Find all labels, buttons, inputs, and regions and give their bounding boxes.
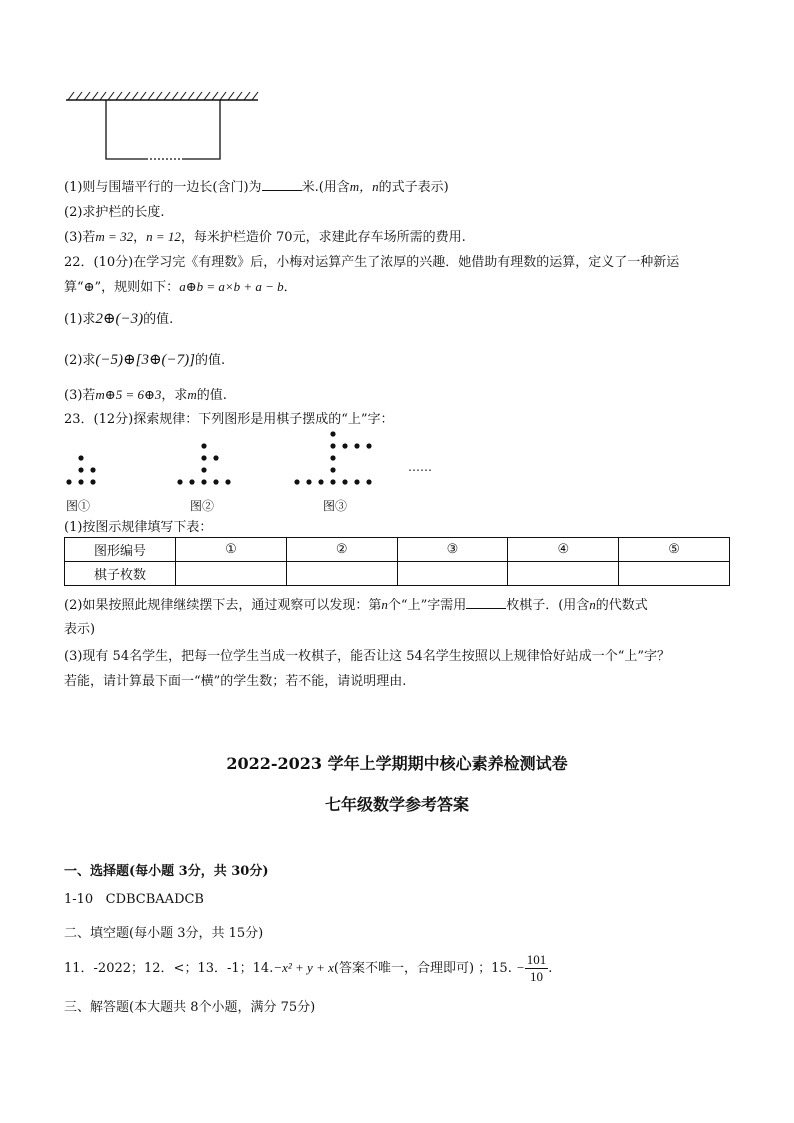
table-col-5: ⑤: [619, 538, 730, 562]
q23-part2-line2: 表示): [64, 622, 96, 637]
q22-part2: (2)求(−5)⊕[3⊕(−7)]的值.: [64, 352, 226, 368]
q22-intro-line1: 22．(10分)在学习完《有理数》后，小梅对运算产生了浓厚的兴趣．她借助有理数的运算，定义了一种新运: [64, 255, 680, 270]
table-header-count: 棋子枚数: [65, 562, 176, 586]
q22-part1: (1)求2⊕(−3)的值.: [64, 311, 174, 327]
q21-part2: (2)求护栏的长度.: [64, 205, 165, 220]
piece-dot: [201, 443, 206, 448]
pattern-table: [64, 537, 730, 586]
fence-diagram: [62, 88, 262, 164]
answer-key-title: 2022-2023 学年上学期期中核心素养检测试卷: [226, 754, 568, 773]
piece-dot: [306, 479, 311, 484]
piece-dot: [225, 479, 230, 484]
piece-dot: [330, 467, 335, 472]
piece-dot: [294, 479, 299, 484]
piece-dot: [213, 479, 218, 484]
table-cell-answer[interactable]: [619, 562, 730, 586]
q23-part2: (2)如果按照此规律继续摆下去，通过观察可以发现：第n个“上”字需用 枚棋子．(用含n的代数式: [64, 597, 648, 613]
table-header-figure: 图形编号: [65, 538, 176, 562]
piece-dot: [354, 479, 359, 484]
piece-dot: [177, 479, 182, 484]
piece-dot: [189, 479, 194, 484]
piece-dot: [201, 455, 206, 460]
piece-dot: [90, 479, 95, 484]
section-solve-heading: 三、解答题(本大题共 8个小题，满分 75分): [64, 1000, 316, 1015]
answer-blank[interactable]: [466, 596, 506, 609]
q21-part3: (3)若m = 32，n = 12，每米护栏造价 70元，求建此存车场所需的费用.: [64, 229, 466, 245]
table-col-1: ①: [176, 538, 287, 562]
piece-dot: [78, 479, 83, 484]
q23-intro: 23．(12分)探索规律：下列图形是用棋子摆成的“上”字：: [64, 412, 394, 427]
table-cell-answer[interactable]: [508, 562, 619, 586]
table-row: [65, 538, 730, 562]
piece-dot: [78, 455, 83, 460]
piece-dot: [330, 479, 335, 484]
piece-dot: [330, 431, 335, 436]
section-choice-heading: 一、选择题(每小题 3分，共 30分): [64, 864, 269, 879]
piece-dot: [318, 479, 323, 484]
piece-dot: [78, 467, 83, 472]
q23-part3-line1: (3)现有 54名学生，把每一位学生当成一枚棋子，能否让这 54名学生按照以上规律恰好站成一个“上”字？: [64, 649, 671, 664]
answer-blank[interactable]: [262, 178, 302, 191]
piece-dot: [366, 479, 371, 484]
figure-label-1: 图①: [66, 499, 91, 513]
table-cell-answer[interactable]: [176, 562, 287, 586]
piece-dot: [342, 443, 347, 448]
piece-dot: [213, 455, 218, 460]
piece-dot: [330, 443, 335, 448]
q22-part3: (3)若m⊕5 = 6⊕3，求m的值.: [64, 387, 227, 403]
piece-dot: [330, 455, 335, 460]
ellipsis: ……: [408, 460, 432, 474]
table-cell-answer[interactable]: [286, 562, 397, 586]
answer-key-subtitle: 七年级数学参考答案: [324, 795, 469, 814]
piece-dot: [66, 479, 71, 484]
q23-part1: (1)按图示规律填写下表：: [64, 520, 213, 535]
q21-part1: (1)则与围墙平行的一边长(含门)为 米.(用含m，n的式子表示): [64, 179, 449, 195]
fraction: $\frac{101}{10}$: [526, 952, 547, 984]
q23-part3-line2: 若能，请计算最下面一“横”的学生数；若不能，请说明理由.: [64, 674, 407, 689]
table-row: [65, 562, 730, 586]
table-col-4: ④: [508, 538, 619, 562]
piece-dot: [201, 467, 206, 472]
piece-dot: [366, 443, 371, 448]
piece-dot: [342, 479, 347, 484]
table-cell-answer[interactable]: [397, 562, 508, 586]
table-col-2: ②: [286, 538, 397, 562]
figure-label-3: 图③: [323, 499, 348, 513]
figure-label-2: 图②: [190, 499, 215, 513]
section-fill-heading: 二、填空题(每小题 3分，共 15分): [64, 926, 264, 941]
piece-dot: [354, 443, 359, 448]
piece-dot: [90, 467, 95, 472]
table-col-3: ③: [397, 538, 508, 562]
pattern-figures: [60, 428, 460, 514]
fill-answers: 11．-2022；12．<；13．-1；14.−x² + y + x(答案不唯一，合理即可) ；15. − $\frac{101}{10}$ .: [64, 952, 553, 984]
piece-dot: [201, 479, 206, 484]
choice-answers: 1-10 CDBCBAADCB: [64, 892, 204, 907]
q22-intro-line2: 算“⊕”，规则如下：a⊕b = a×b + a − b．: [64, 279, 297, 295]
